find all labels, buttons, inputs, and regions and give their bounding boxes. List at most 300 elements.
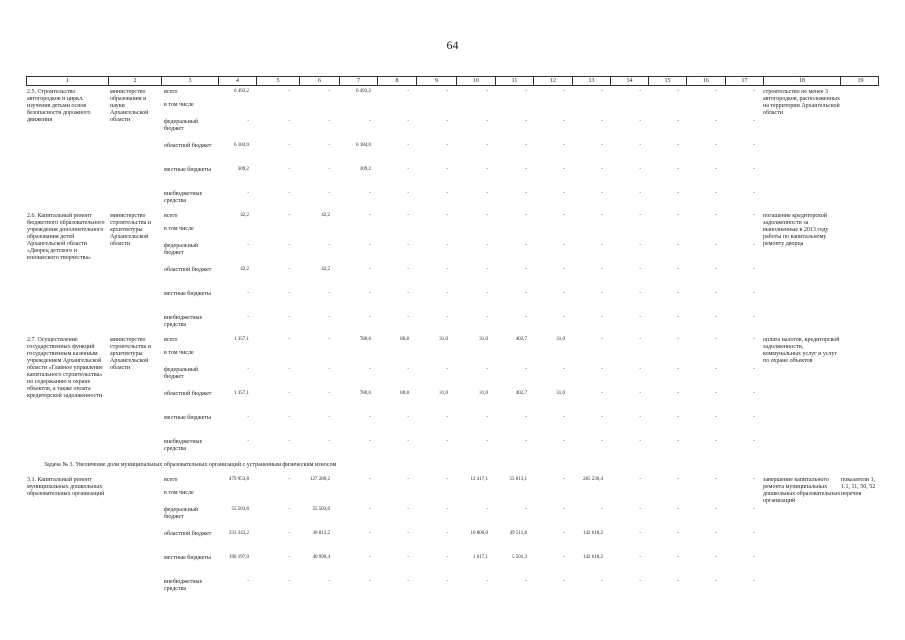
table-cell: - — [563, 167, 565, 172]
table-cell: - — [715, 213, 717, 218]
table-cell: - — [288, 89, 290, 94]
funding-source-label: всего — [164, 213, 178, 219]
table-cell: - — [563, 89, 565, 94]
table-cell: - — [369, 191, 371, 196]
funding-source-label: в том числе — [164, 226, 194, 232]
table-cell: - — [446, 439, 448, 444]
table-cell: - — [715, 119, 717, 124]
table-cell: 6 184,0 — [234, 143, 249, 148]
table-cell: 309,2 — [237, 167, 249, 172]
table-cell: 6 493,2 — [234, 89, 249, 94]
table-cell: - — [677, 191, 679, 196]
table-cell: - — [639, 243, 641, 248]
table-cell: - — [753, 243, 755, 248]
table-cell: - — [563, 191, 565, 196]
table-cell: - — [486, 367, 488, 372]
funding-source-label: внебюджетные средства — [164, 579, 203, 592]
measure-executor: министерство строительства и архитектуры Архангельской области — [110, 337, 151, 371]
table-cell: - — [446, 579, 448, 584]
table-cell: - — [288, 119, 290, 124]
table-cell: - — [288, 167, 290, 172]
table-cell: - — [563, 267, 565, 272]
table-cell: - — [247, 367, 249, 372]
header-col: 4 — [218, 77, 256, 85]
header-col: 17 — [725, 77, 763, 85]
table-cell: - — [677, 367, 679, 372]
header-col: 14 — [610, 77, 648, 85]
task-heading: Задача № 3. Увеличение доли муниципальных образовательных организаций с устраненным физическим износом — [44, 462, 337, 468]
table-cell: - — [677, 243, 679, 248]
funding-source-label: местные бюджеты — [164, 291, 211, 297]
table-cell: - — [563, 439, 565, 444]
table-cell: - — [601, 367, 603, 372]
table-cell: 1 357,1 — [234, 391, 249, 396]
measure-indicator: показатели 1, 1.1, 11, 50, 52 перечня — [841, 477, 876, 497]
table-cell: - — [486, 119, 488, 124]
table-cell: - — [288, 213, 290, 218]
table-cell: - — [288, 143, 290, 148]
table-cell: - — [407, 213, 409, 218]
table-cell: - — [753, 213, 755, 218]
funding-source-label: местные бюджеты — [164, 555, 211, 561]
table-cell: - — [486, 89, 488, 94]
table-cell: - — [328, 315, 330, 320]
table-cell: - — [563, 531, 565, 536]
table-cell: - — [288, 415, 290, 420]
table-cell: - — [563, 555, 565, 560]
table-cell: - — [247, 415, 249, 420]
table-cell: - — [677, 213, 679, 218]
table-cell: - — [446, 507, 448, 512]
table-cell: 1 357,1 — [234, 337, 249, 342]
table-cell: - — [328, 367, 330, 372]
table-cell: - — [753, 291, 755, 296]
table-cell: - — [753, 89, 755, 94]
table-cell: - — [677, 555, 679, 560]
table-cell: - — [407, 555, 409, 560]
table-cell: - — [446, 243, 448, 248]
table-cell: - — [601, 167, 603, 172]
table-cell: 142 618,2 — [583, 555, 603, 560]
header-col: 16 — [686, 77, 725, 85]
table-cell: - — [601, 315, 603, 320]
table-cell: 80,8 — [400, 391, 409, 396]
table-cell: - — [369, 315, 371, 320]
table-cell: - — [715, 315, 717, 320]
funding-source-label: всего — [164, 337, 178, 343]
table-cell: - — [369, 291, 371, 296]
table-cell: - — [639, 89, 641, 94]
header-col: 7 — [339, 77, 377, 85]
funding-source-label: федеральный бюджет — [164, 507, 199, 520]
table-cell: - — [753, 267, 755, 272]
header-col: 15 — [648, 77, 686, 85]
table-cell: - — [486, 143, 488, 148]
table-cell: - — [446, 367, 448, 372]
table-cell: - — [753, 119, 755, 124]
table-cell: - — [753, 439, 755, 444]
table-cell: - — [753, 391, 755, 396]
table-cell: 55 013,1 — [509, 477, 527, 482]
table-cell: - — [486, 167, 488, 172]
table-cell: - — [288, 367, 290, 372]
table-cell: - — [639, 167, 641, 172]
funding-source-label: областной бюджет — [164, 143, 212, 149]
table-cell: - — [563, 243, 565, 248]
table-cell: - — [486, 315, 488, 320]
table-cell: - — [601, 439, 603, 444]
table-cell: - — [446, 191, 448, 196]
table-cell: - — [247, 243, 249, 248]
table-cell: - — [753, 143, 755, 148]
table-cell: - — [486, 415, 488, 420]
table-cell: - — [639, 213, 641, 218]
table-cell: - — [369, 119, 371, 124]
table-cell: - — [288, 315, 290, 320]
table-cell: - — [677, 391, 679, 396]
table-cell: - — [486, 439, 488, 444]
table-cell: - — [563, 315, 565, 320]
table-cell: - — [639, 367, 641, 372]
table-cell: - — [288, 267, 290, 272]
table-cell: - — [639, 555, 641, 560]
header-col: 19 — [840, 77, 880, 85]
table-cell: - — [288, 291, 290, 296]
table-cell: 31,0 — [479, 337, 488, 342]
funding-source-label: в том числе — [164, 490, 194, 496]
table-cell: - — [288, 477, 290, 482]
table-cell: - — [525, 89, 527, 94]
table-cell: - — [715, 89, 717, 94]
table-cell: - — [563, 119, 565, 124]
table-cell: - — [715, 531, 717, 536]
header-col: 9 — [416, 77, 456, 85]
table-cell: - — [369, 267, 371, 272]
table-cell: - — [715, 555, 717, 560]
table-cell: - — [446, 119, 448, 124]
header-col: 1 — [66, 78, 69, 84]
funding-source-label: местные бюджеты — [164, 167, 211, 173]
table-cell: 780,6 — [359, 337, 371, 342]
measure-executor: министерство образования и науки Архангельской области — [110, 89, 149, 123]
table-cell: - — [247, 291, 249, 296]
table-cell: - — [288, 337, 290, 342]
table-cell: 31,0 — [556, 391, 565, 396]
header-col: 12 — [533, 77, 572, 85]
table-cell: - — [328, 291, 330, 296]
table-cell: - — [715, 579, 717, 584]
table-cell: - — [525, 167, 527, 172]
table-cell: - — [446, 89, 448, 94]
table-cell: - — [407, 415, 409, 420]
table-cell: - — [247, 315, 249, 320]
measure-result: завершение капитального ремонта муниципальных дошкольных образовательных организаций — [763, 477, 841, 504]
table-cell: - — [328, 243, 330, 248]
table-cell: 479 953,8 — [229, 477, 249, 482]
table-cell: - — [446, 213, 448, 218]
table-cell: - — [486, 191, 488, 196]
table-cell: - — [446, 143, 448, 148]
table-cell: - — [563, 291, 565, 296]
table-cell: - — [446, 531, 448, 536]
table-cell: - — [715, 439, 717, 444]
measure-result: оплата налогов, кредиторской задолженности, коммунальных услуг и услуг по охране объектов — [763, 337, 840, 364]
table-cell: - — [639, 579, 641, 584]
table-cell: - — [369, 367, 371, 372]
table-cell: 6 493,2 — [356, 89, 371, 94]
table-cell: 142 618,2 — [583, 531, 603, 536]
funding-source-label: внебюджетные средства — [164, 439, 203, 452]
header-col: 10 — [456, 77, 495, 85]
table-cell: - — [715, 415, 717, 420]
table-cell: - — [715, 391, 717, 396]
table-cell: - — [328, 337, 330, 342]
funding-source-label: местные бюджеты — [164, 415, 211, 421]
header-col: 3 — [161, 77, 218, 85]
header-col: 6 — [299, 77, 339, 85]
table-cell: - — [677, 89, 679, 94]
table-cell: - — [328, 415, 330, 420]
table-cell: 190 197,0 — [229, 555, 249, 560]
table-cell: 31,0 — [439, 391, 448, 396]
table-cell: 127 280,2 — [310, 477, 330, 482]
table-cell: - — [369, 555, 371, 560]
table-cell: - — [639, 119, 641, 124]
table-cell: - — [369, 213, 371, 218]
header-col: 5 — [256, 77, 299, 85]
header-col: 13 — [572, 77, 610, 85]
table-cell: - — [601, 243, 603, 248]
measure-name: 3.1. Капитальный ремонт муниципальных дошкольных образовательных организаций — [27, 477, 105, 497]
table-cell: - — [369, 415, 371, 420]
measure-result: строительство не менее 3 автогородков, расположенных на территории Архангельской области — [763, 89, 841, 116]
table-cell: - — [288, 243, 290, 248]
table-cell: - — [753, 191, 755, 196]
table-cell: - — [446, 167, 448, 172]
table-cell: - — [639, 391, 641, 396]
table-cell: - — [639, 439, 641, 444]
funding-source-label: внебюджетные средства — [164, 315, 203, 328]
table-cell: 31,0 — [439, 337, 448, 342]
table-cell: 40 990,4 — [312, 555, 330, 560]
table-cell: - — [677, 477, 679, 482]
funding-source-label: федеральный бюджет — [164, 367, 199, 380]
table-cell: - — [407, 315, 409, 320]
table-cell: - — [677, 579, 679, 584]
table-cell: - — [369, 243, 371, 248]
table-cell: - — [677, 415, 679, 420]
header-col: 2 — [108, 77, 161, 85]
table-cell: - — [639, 337, 641, 342]
table-cell: - — [288, 579, 290, 584]
table-cell: - — [328, 391, 330, 396]
measure-name: 2.5. Строительство автогородков и циркл. изучения детьми основ безопасности дорожного движения — [27, 89, 91, 123]
table-cell: - — [407, 167, 409, 172]
table-cell: - — [601, 291, 603, 296]
table-cell: - — [715, 367, 717, 372]
table-cell: - — [486, 291, 488, 296]
funding-source-label: в том числе — [164, 102, 194, 108]
table-cell: - — [601, 119, 603, 124]
table-cell: 31,0 — [479, 391, 488, 396]
table-cell: - — [715, 143, 717, 148]
table-cell: - — [446, 477, 448, 482]
table-cell: - — [446, 315, 448, 320]
table-cell: - — [328, 439, 330, 444]
table-cell: - — [407, 477, 409, 482]
table-cell: - — [407, 367, 409, 372]
table-cell: - — [288, 439, 290, 444]
table-cell: - — [525, 213, 527, 218]
table-cell: - — [563, 143, 565, 148]
funding-source-label: в том числе — [164, 350, 194, 356]
table-cell: 30 813,2 — [312, 531, 330, 536]
funding-source-label: всего — [164, 89, 178, 95]
table-cell: - — [525, 367, 527, 372]
table-cell: - — [601, 267, 603, 272]
table-cell: 12 417,1 — [470, 477, 488, 482]
table-cell: - — [753, 337, 755, 342]
table-cell: - — [677, 267, 679, 272]
table-cell: - — [601, 337, 603, 342]
table-cell: 42,2 — [321, 267, 330, 272]
table-cell: - — [677, 531, 679, 536]
funding-source-label: всего — [164, 477, 178, 483]
table-cell: - — [446, 415, 448, 420]
table-cell: - — [407, 507, 409, 512]
table-cell: - — [525, 191, 527, 196]
table-cell: - — [639, 143, 641, 148]
table-cell: - — [639, 507, 641, 512]
page-number: 64 — [446, 38, 459, 52]
table-cell: - — [247, 119, 249, 124]
header-col: 18 — [763, 77, 840, 85]
table-cell: - — [677, 439, 679, 444]
funding-source-label: федеральный бюджет — [164, 119, 199, 132]
table-cell: - — [753, 477, 755, 482]
table-cell: - — [563, 367, 565, 372]
table-cell: - — [563, 213, 565, 218]
table-cell: 10 800,0 — [470, 531, 488, 536]
table-cell: 42,2 — [240, 267, 249, 272]
table-cell: - — [525, 415, 527, 420]
table-cell: - — [753, 315, 755, 320]
table-cell: - — [601, 415, 603, 420]
table-cell: 55 503,6 — [231, 507, 249, 512]
table-cell: - — [677, 507, 679, 512]
table-cell: - — [486, 507, 488, 512]
table-cell: - — [407, 439, 409, 444]
table-cell: - — [525, 439, 527, 444]
table-cell: - — [753, 555, 755, 560]
table-cell: 5 501,3 — [512, 555, 527, 560]
table-cell: - — [369, 439, 371, 444]
table-cell: - — [715, 167, 717, 172]
table-cell: - — [525, 143, 527, 148]
measure-name: 2.6. Капитальный ремонт бюджетного образовательного учреждения дополнительного образования детей Архангельской области «Дворец детского и юношеского творчества» — [27, 213, 105, 261]
table-cell: - — [486, 579, 488, 584]
table-cell: - — [677, 337, 679, 342]
table-cell: - — [407, 191, 409, 196]
table-cell: 402,7 — [515, 337, 527, 342]
table-cell: - — [639, 415, 641, 420]
table-cell: - — [563, 579, 565, 584]
table-cell: 42,2 — [240, 213, 249, 218]
table-cell: - — [639, 291, 641, 296]
measure-executor: министерство строительства и архитектуры Архангельской области — [110, 213, 151, 247]
table-cell: - — [715, 243, 717, 248]
table-cell: - — [677, 167, 679, 172]
table-cell: - — [446, 267, 448, 272]
funding-source-label: федеральный бюджет — [164, 243, 199, 256]
table-cell: - — [446, 291, 448, 296]
table-cell: - — [715, 267, 717, 272]
table-cell: - — [715, 337, 717, 342]
funding-source-label: внебюджетные средства — [164, 191, 203, 204]
table-cell: - — [369, 531, 371, 536]
table-cell: - — [369, 477, 371, 482]
table-cell: - — [525, 267, 527, 272]
table-cell: 402,7 — [515, 391, 527, 396]
table-cell: 6 184,0 — [356, 143, 371, 148]
table-cell: - — [407, 143, 409, 148]
table-cell: - — [563, 507, 565, 512]
table-cell: - — [639, 531, 641, 536]
table-cell: - — [525, 315, 527, 320]
table-cell: - — [677, 315, 679, 320]
table-cell: 80,8 — [400, 337, 409, 342]
table-cell: - — [715, 191, 717, 196]
table-cell: - — [677, 143, 679, 148]
table-cell: - — [328, 89, 330, 94]
table-cell: 309,2 — [359, 167, 371, 172]
table-cell: - — [563, 415, 565, 420]
table-cell: 49 511,8 — [509, 531, 527, 536]
table-cell: - — [288, 191, 290, 196]
funding-source-label: областной бюджет — [164, 531, 212, 537]
table-cell: - — [753, 167, 755, 172]
table-cell: - — [525, 119, 527, 124]
table-cell: - — [446, 555, 448, 560]
table-cell: - — [369, 507, 371, 512]
table-cell: - — [247, 439, 249, 444]
table-cell: - — [486, 267, 488, 272]
table-cell: - — [407, 267, 409, 272]
table-cell: - — [328, 143, 330, 148]
table-cell: - — [639, 191, 641, 196]
table-cell: - — [601, 579, 603, 584]
table-cell: - — [601, 213, 603, 218]
table-cell: 233 343,2 — [229, 531, 249, 536]
table-cell: - — [525, 507, 527, 512]
table-cell: - — [407, 119, 409, 124]
funding-source-label: областной бюджет — [164, 391, 212, 397]
table-cell: - — [601, 89, 603, 94]
table-cell: - — [407, 291, 409, 296]
table-cell: - — [247, 579, 249, 584]
table-cell: - — [563, 477, 565, 482]
table-cell: - — [407, 531, 409, 536]
table-cell: - — [601, 507, 603, 512]
table-cell: - — [486, 243, 488, 248]
table-cell: - — [288, 507, 290, 512]
table-cell: - — [639, 267, 641, 272]
table-cell: 42,2 — [321, 213, 330, 218]
table-cell: - — [288, 555, 290, 560]
table-cell: - — [486, 213, 488, 218]
table-cell: - — [525, 291, 527, 296]
measure-name: 2.7. Осуществление государственных функций государственным казенным учреждением Архангельской области «Главное управление капитального строительства» по содержанию и охране объектов, а также оплата кредиторской задолженности — [27, 337, 103, 399]
